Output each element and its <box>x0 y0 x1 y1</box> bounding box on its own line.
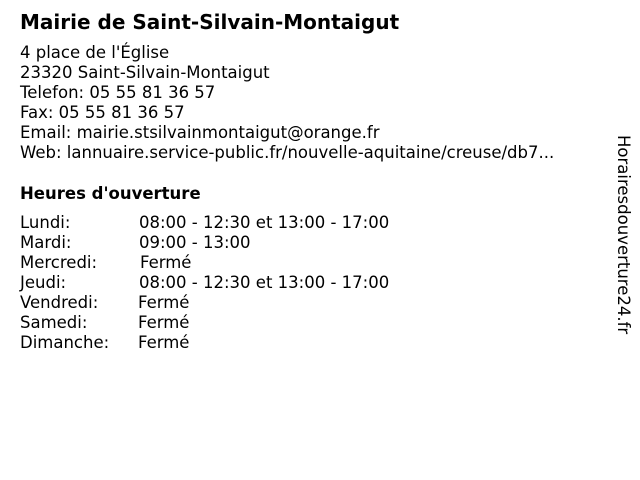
page-title: Mairie de Saint-Silvain-Montaigut <box>20 10 400 34</box>
phone-value[interactable]: 05 55 81 36 57 <box>89 83 216 102</box>
email-row <box>20 123 554 143</box>
web-label: Web: <box>20 143 62 162</box>
fax-value: 05 55 81 36 57 <box>58 103 185 122</box>
web-link[interactable]: lannuaire.service-public.fr/nouvelle-aquitaine/creuse/db7... <box>66 143 555 162</box>
email-label: Email: <box>20 123 72 142</box>
fax-row <box>20 103 554 123</box>
city-address: 23320 Saint-Silvain-Montaigut <box>20 63 270 82</box>
street-address: 4 place de l'Église <box>20 43 170 62</box>
hours-time: Fermé <box>138 313 190 332</box>
address-block <box>20 43 554 163</box>
hours-day: Lundi: <box>20 213 71 232</box>
phone-label: Telefon: <box>20 83 85 102</box>
hours-day: Dimanche: <box>20 333 110 352</box>
hours-day: Jeudi: <box>20 273 67 292</box>
hours-day: Vendredi: <box>20 293 99 312</box>
hours-time: 08:00 - 12:30 et 13:00 - 17:00 <box>139 213 390 232</box>
fax-label: Fax: <box>20 103 54 122</box>
hours-day: Samedi: <box>20 313 88 332</box>
hours-day: Mercredi: <box>20 253 98 272</box>
site-brand-watermark[interactable]: Horairesdouverture24.fr <box>614 135 633 335</box>
email-link[interactable]: mairie.stsilvainmontaigut@orange.fr <box>76 123 380 142</box>
web-row <box>20 143 554 163</box>
hours-time: Fermé <box>140 253 192 272</box>
phone-row <box>20 83 554 103</box>
hours-time: 08:00 - 12:30 et 13:00 - 17:00 <box>139 273 390 292</box>
hours-time: Fermé <box>138 293 190 312</box>
opening-hours-heading: Heures d'ouverture <box>20 184 201 203</box>
hours-time: Fermé <box>138 333 190 352</box>
hours-day: Mardi: <box>20 233 72 252</box>
hours-time: 09:00 - 13:00 <box>139 233 251 252</box>
